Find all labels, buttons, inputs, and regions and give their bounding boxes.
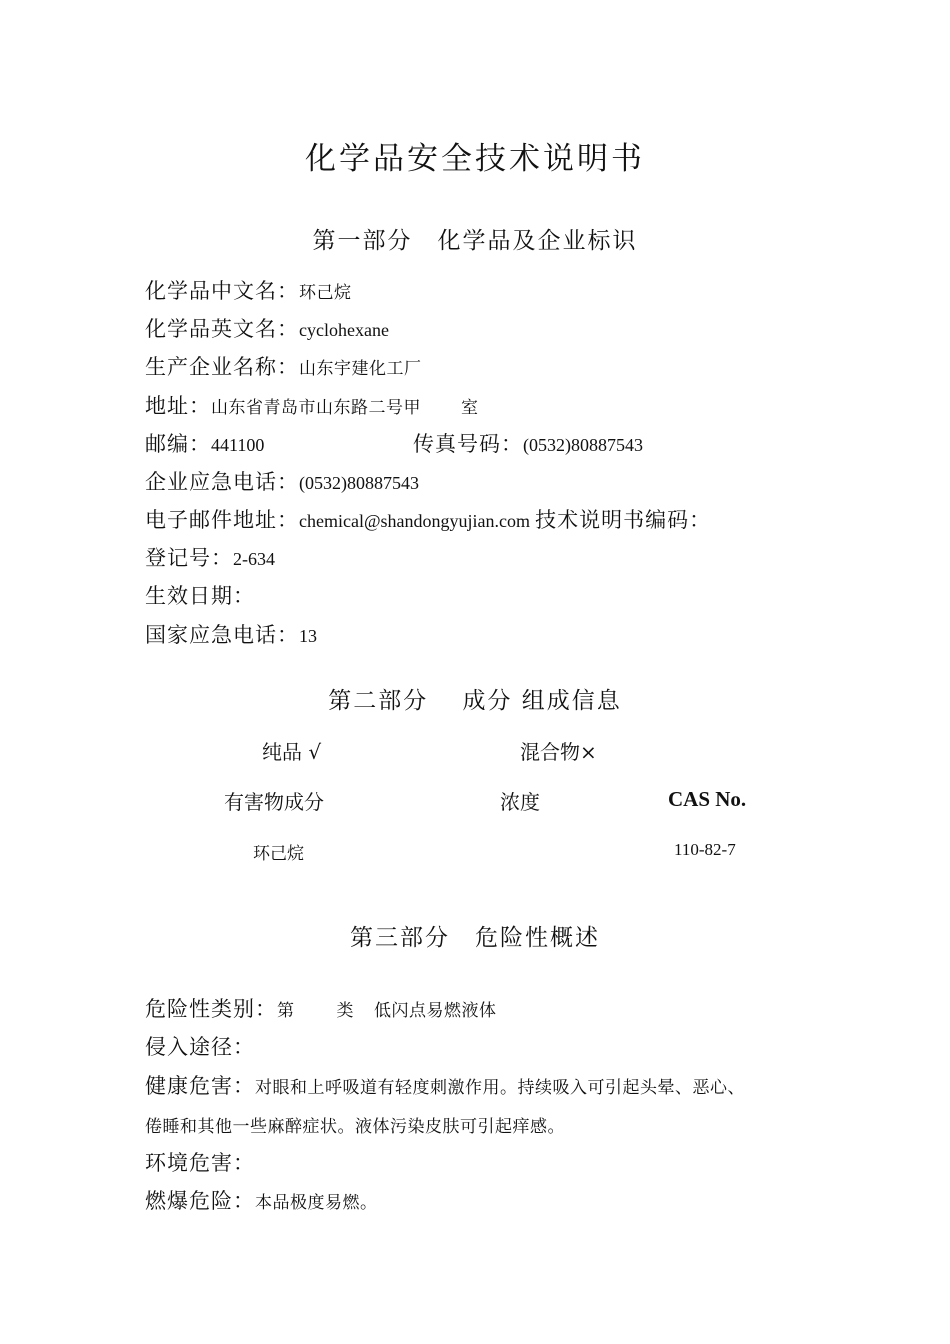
health-line-2: 倦睡和其他一些麻醉症状。液体污染皮肤可引起痒感。	[145, 1117, 565, 1137]
reg-row	[145, 542, 275, 572]
hazard-class-row	[145, 993, 497, 1023]
address-row	[145, 390, 479, 420]
address-label: 地址：	[145, 394, 211, 418]
col-header-component: 有害物成分	[224, 790, 324, 814]
fax-label: 传真号码：	[413, 432, 523, 456]
national-value: 13	[299, 626, 317, 646]
table-cell-component: 环己烷	[253, 844, 304, 864]
postcode-label: 邮编：	[145, 432, 211, 456]
en-name-label: 化学品英文名：	[145, 317, 299, 341]
part3-heading: 第三部分 危险性概述	[350, 925, 600, 951]
reg-label: 登记号：	[145, 546, 233, 570]
fax-row	[413, 428, 643, 458]
document-title: 化学品安全技术说明书	[305, 141, 645, 177]
part1-heading: 第一部分 化学品及企业标识	[312, 228, 638, 254]
env-label: 环境危害：	[145, 1151, 255, 1175]
fire-value: 本品极度易燃。	[255, 1193, 378, 1213]
maker-value: 山东宇建化工厂	[299, 359, 422, 379]
hazard-class-desc: 低闪点易燃液体	[374, 1001, 497, 1021]
sds-code-label: 技术说明书编码：	[535, 508, 712, 532]
col-header-cas: CAS No.	[668, 787, 747, 811]
hazard-class-pre: 第	[277, 1001, 295, 1021]
fax-value: (0532)80887543	[523, 435, 643, 455]
route-label: 侵入途径：	[145, 1035, 255, 1059]
health-continuation	[145, 1112, 565, 1137]
reg-value: 2-634	[233, 549, 275, 569]
national-row	[145, 619, 317, 649]
part2-heading: 第二部分 成分 组成信息	[328, 688, 622, 714]
cn-name-value: 环己烷	[299, 283, 352, 303]
postcode-value: 441100	[211, 435, 265, 455]
email-value: chemical@shandongyujian.com	[299, 511, 531, 531]
cn-name-label: 化学品中文名：	[145, 279, 299, 303]
effective-label: 生效日期：	[145, 584, 255, 608]
mixture-marker: 混合物×	[520, 740, 597, 764]
maker-row	[145, 351, 422, 381]
email-row	[145, 504, 711, 534]
hazard-class-label: 危险性类别：	[145, 997, 277, 1021]
national-label: 国家应急电话：	[145, 623, 299, 647]
en-name-value: cyclohexane	[299, 320, 389, 340]
route-row	[145, 1031, 255, 1061]
emergency-label: 企业应急电话：	[145, 470, 299, 494]
table-cell-cas: 110-82-7	[674, 840, 736, 859]
cn-name-row	[145, 275, 352, 305]
address-room: 室	[461, 398, 479, 418]
health-label: 健康危害：	[145, 1074, 255, 1098]
en-name-row	[145, 313, 389, 343]
email-label: 电子邮件地址：	[145, 508, 299, 532]
fire-label: 燃爆危险：	[145, 1189, 255, 1213]
emergency-row	[145, 466, 419, 496]
hazard-class-mid: 类	[336, 1001, 354, 1021]
address-value: 山东省青岛市山东路二号甲	[211, 398, 421, 418]
fire-row	[145, 1185, 378, 1215]
env-row	[145, 1147, 255, 1177]
postcode-row	[145, 428, 264, 458]
health-row	[145, 1070, 745, 1100]
emergency-value: (0532)80887543	[299, 473, 419, 493]
col-header-concentration: 浓度	[500, 790, 540, 814]
effective-row	[145, 580, 255, 610]
maker-label: 生产企业名称：	[145, 355, 299, 379]
health-line-1: 对眼和上呼吸道有轻度刺激作用。持续吸入可引起头晕、恶心、	[255, 1078, 745, 1098]
pure-marker: 纯品 √	[262, 740, 322, 764]
